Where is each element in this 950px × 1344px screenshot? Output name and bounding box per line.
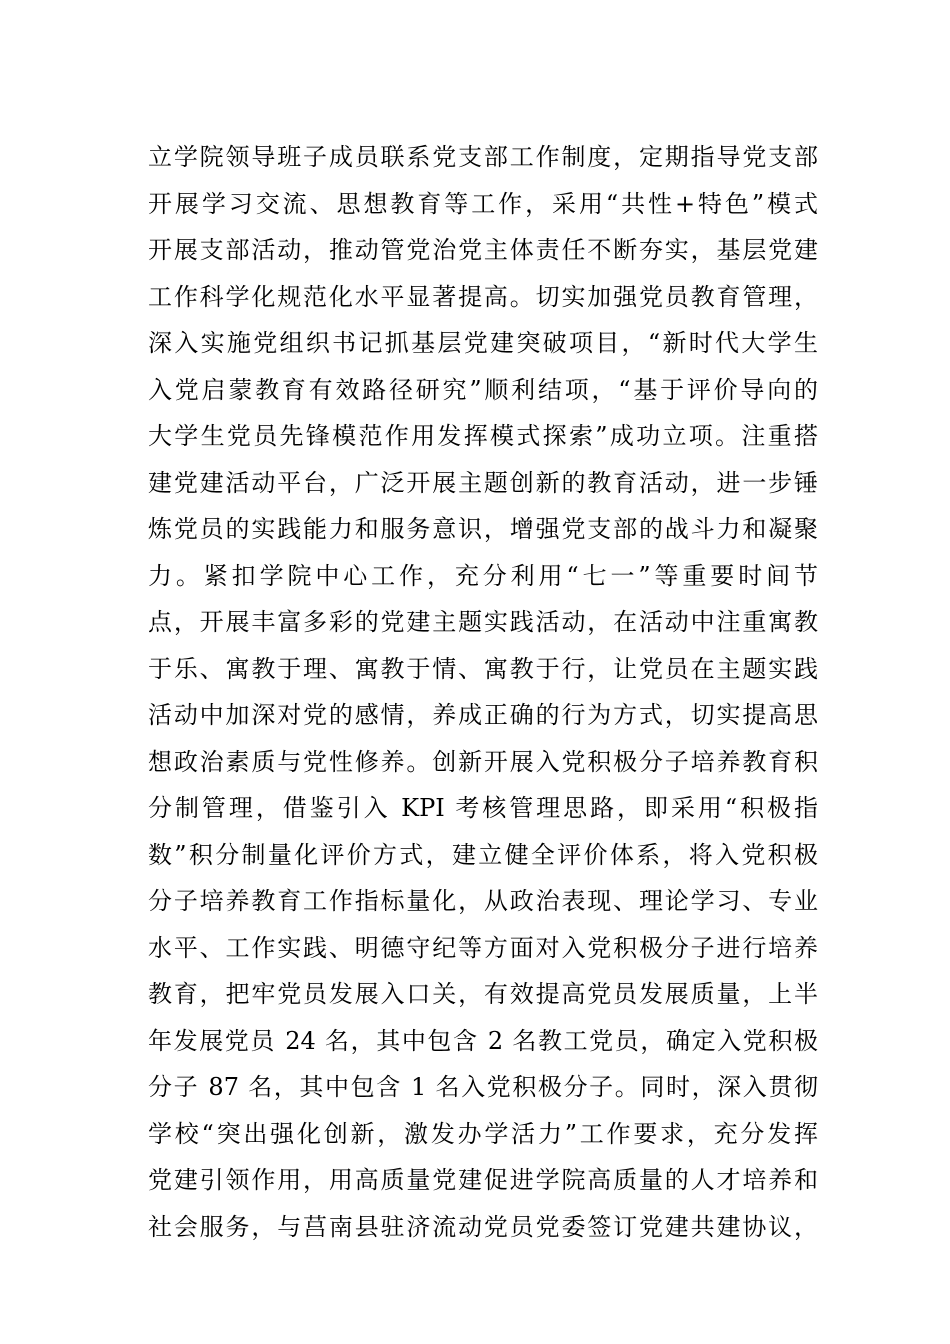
text-line: 分子 87 名，其中包含 1 名入党积极分子。同时，深入贯彻 xyxy=(148,1073,818,1101)
text-line: 学校“突出强化创新，激发办学活力”工作要求，充分发挥 xyxy=(148,1119,818,1148)
body-paragraph xyxy=(148,134,818,1250)
text-line: 点，开展丰富多彩的党建主题实践活动，在活动中注重寓教 xyxy=(148,608,818,636)
text-line: 水平、工作实践、明德守纪等方面对入党积极分子进行培养 xyxy=(148,933,818,962)
text-line: 开展学习交流、思想教育等工作，采用“共性+特色”模式 xyxy=(148,189,818,218)
text-line: 教育，把牢党员发展入口关，有效提高党员发展质量，上半 xyxy=(148,980,818,1008)
text-line: 想政治素质与党性修养。创新开展入党积极分子培养教育积 xyxy=(148,747,818,776)
text-line: 工作科学化规范化水平显著提高。切实加强党员教育管理， xyxy=(148,282,818,311)
text-line: 社会服务，与莒南县驻济流动党员党委签订党建共建协议， xyxy=(148,1212,818,1241)
text-line: 数”积分制量化评价方式，建立健全评价体系，将入党积极 xyxy=(148,840,818,869)
text-line: 活动中加深对党的感情，养成正确的行为方式，切实提高思 xyxy=(148,701,818,729)
text-line: 力。紧扣学院中心工作，充分利用“七一”等重要时间节 xyxy=(148,561,818,590)
text-line: 入党启蒙教育有效路径研究”顺利结项，“基于评价导向的 xyxy=(148,375,818,404)
text-line: 立学院领导班子成员联系党支部工作制度，定期指导党支部 xyxy=(148,143,818,171)
text-line: 炼党员的实践能力和服务意识，增强党支部的战斗力和凝聚 xyxy=(148,515,818,543)
text-line: 深入实施党组织书记抓基层党建突破项目，“新时代大学生 xyxy=(148,329,818,357)
text-line: 分子培养教育工作指标量化，从政治表现、理论学习、专业 xyxy=(148,887,818,915)
text-line: 开展支部活动，推动管党治党主体责任不断夯实，基层党建 xyxy=(148,236,818,264)
text-line: 大学生党员先锋模范作用发挥模式探索”成功立项。注重搭 xyxy=(148,422,818,450)
text-line: 于乐、寓教于理、寓教于情、寓教于行，让党员在主题实践 xyxy=(148,654,818,683)
text-line: 年发展党员 24 名，其中包含 2 名教工党员，确定入党积极 xyxy=(148,1026,818,1055)
text-line: 分制管理，借鉴引入 KPI 考核管理思路，即采用“积极指 xyxy=(148,794,818,822)
text-line: 建党建活动平台，广泛开展主题创新的教育活动，进一步锤 xyxy=(148,468,818,497)
text-line: 党建引领作用，用高质量党建促进学院高质量的人才培养和 xyxy=(148,1166,818,1194)
